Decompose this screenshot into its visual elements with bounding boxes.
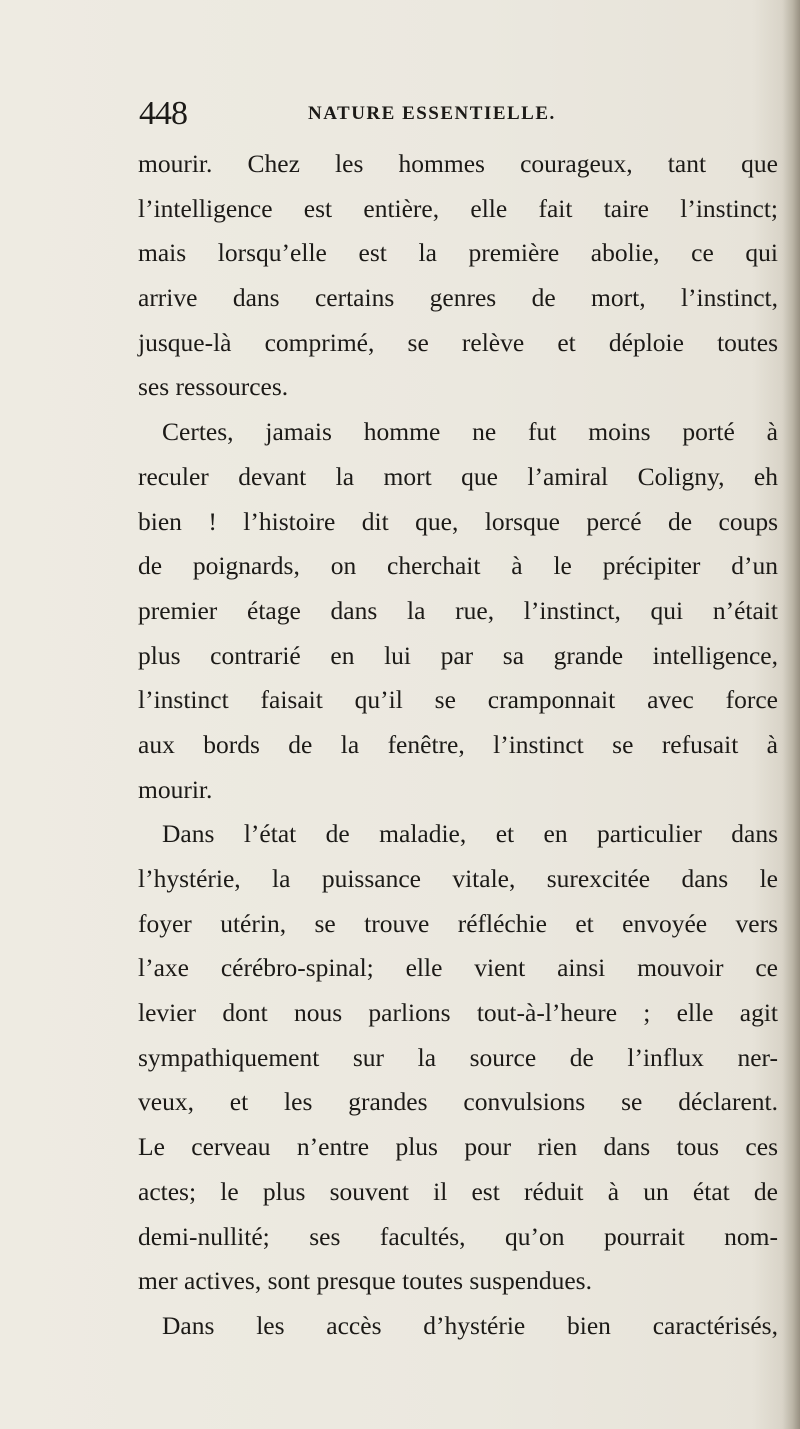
text-line: plus contrarié en lui par sa grande intelligence, (138, 640, 778, 670)
text-line: l’intelligence est entière, elle fait taire l’instinct; (138, 193, 778, 223)
text-line: de poignards, on cherchait à le précipiter d’un (138, 551, 778, 581)
page-edge-shadow (782, 0, 800, 1429)
text-line: Le cerveau n’entre plus pour rien dans tous ces (138, 1132, 778, 1162)
text-line: arrive dans certains genres de mort, l’instinct, (138, 283, 778, 313)
text-line: l’hystérie, la puissance vitale, surexcitée dans le (138, 864, 778, 893)
text-line: premier étage dans la rue, l’instinct, qui n’était (138, 595, 778, 625)
running-title: NATURE ESSENTIELLE. (308, 103, 556, 124)
text-line: demi-nullité; ses facultés, qu’on pourrait nom- (138, 1221, 778, 1251)
page-header (139, 92, 779, 136)
text-line: jusque-là comprimé, se relève et déploie toutes (138, 327, 778, 357)
body-text (138, 142, 778, 1349)
text-line: Dans les accès d’hystérie bien caractérisés, (162, 1310, 778, 1340)
text-line: Dans l’état de maladie, et en particulier dans (162, 819, 778, 849)
text-line: mourir. Chez les hommes courageux, tant que (138, 149, 778, 178)
text-line: Certes, jamais homme ne fut moins porté à (162, 417, 778, 447)
text-line: aux bords de la fenêtre, l’instinct se refusait à (138, 729, 778, 759)
text-line: levier dont nous parlions tout-à-l’heure ; elle agit (138, 998, 778, 1028)
text-line: l’instinct faisait qu’il se cramponnait avec force (138, 685, 778, 715)
text-line: ses ressources. (138, 372, 289, 402)
text-line: actes; le plus souvent il est réduit à un état de (138, 1176, 778, 1206)
text-line: reculer devant la mort que l’amiral Coligny, eh (138, 461, 778, 491)
text-line: mais lorsqu’elle est la première abolie, ce qui (138, 238, 778, 268)
text-line: veux, et les grandes convulsions se déclarent. (138, 1087, 778, 1117)
page-number: 448 (139, 95, 187, 132)
text-line: bien ! l’histoire dit que, lorsque percé de coups (138, 506, 778, 536)
text-line: sympathiquement sur la source de l’influx ner- (138, 1042, 778, 1072)
text-line: foyer utérin, se trouve réfléchie et envoyée vers (138, 908, 778, 938)
text-line: l’axe cérébro-spinal; elle vient ainsi mouvoir ce (138, 953, 778, 983)
text-line: mer actives, sont presque toutes suspendues. (138, 1266, 592, 1296)
text-line: mourir. (138, 774, 213, 804)
